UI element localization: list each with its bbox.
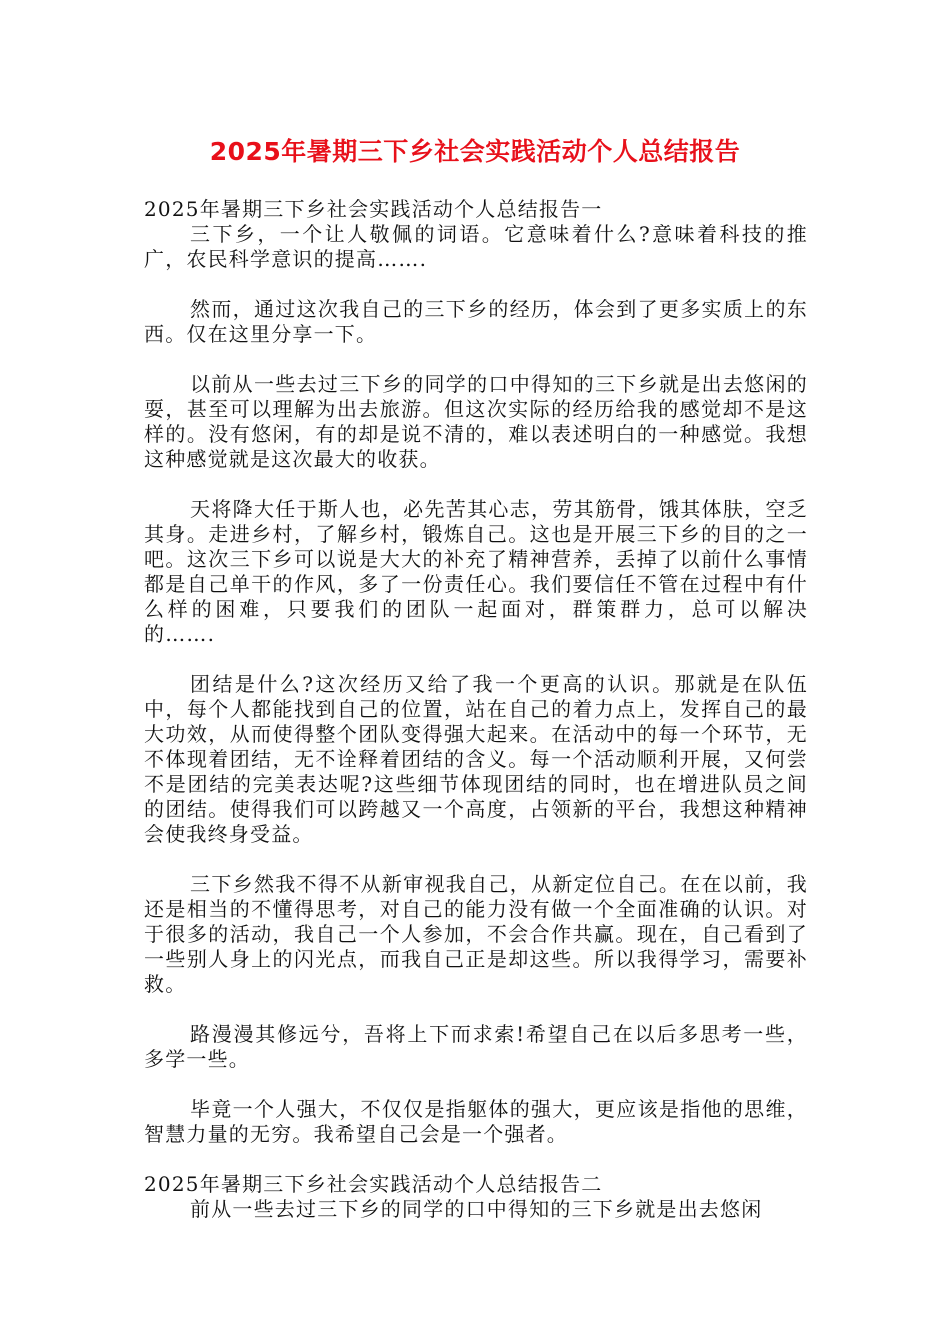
paragraph-1: 三下乡，一个让人敬佩的词语。它意味着什么?意味着科技的推广，农民科学意识的提高……. [144,222,808,271]
section-two-heading: 2025年暑期三下乡社会实践活动个人总结报告二 [144,1172,603,1196]
paragraph-5: 团结是什么?这次经历又给了我一个更高的认识。那就是在队伍中，每个人都能找到自己的位置，站在自己的着力点上，发挥自己的最大功效，从而使得整个团队变得强大起来。在活动中的每一个环节，无不体现着团结，无不诠释着团结的含义。每一个活动顺利开展，又何尝不是团结的完美表达呢?这些细节体现团结的同时，也在增进队员之间的团结。使得我们可以跨越又一个高度，占领新的平台，我想这种精神会使我终身受益。 [144,672,808,846]
document-body [144,197,808,1222]
paragraph-8: 毕竟一个人强大，不仅仅是指躯体的强大，更应该是指他的思维，智慧力量的无穷。我希望自己会是一个强者。 [144,1097,808,1146]
paragraph-3: 以前从一些去过三下乡的同学的口中得知的三下乡就是出去悠闲的耍，甚至可以理解为出去旅游。但这次实际的经历给我的感觉却不是这样的。没有悠闲，有的却是说不清的，难以表述明白的一种感觉。我想这种感觉就是这次最大的收获。 [144,372,808,471]
document-title: 2025年暑期三下乡社会实践活动个人总结报告 [209,137,741,166]
paragraph-7: 路漫漫其修远兮，吾将上下而求索!希望自己在以后多思考一些，多学一些。 [144,1022,808,1071]
paragraph-2: 然而，通过这次我自己的三下乡的经历，体会到了更多实质上的东西。仅在这里分享一下。 [144,297,808,346]
paragraph-6: 三下乡然我不得不从新审视我自己，从新定位自己。在在以前，我还是相当的不懂得思考，对自己的能力没有做一个全面准确的认识。对于很多的活动，我自己一个人参加，不会合作共赢。现在，自己看到了一些别人身上的闪光点，而我自己正是却这些。所以我得学习，需要补救。 [144,872,808,996]
section-one-heading: 2025年暑期三下乡社会实践活动个人总结报告一 [144,197,603,221]
section-two-first-line: 前从一些去过三下乡的同学的口中得知的三下乡就是出去悠闲 [190,1197,763,1221]
paragraph-4: 天将降大任于斯人也，必先苦其心志，劳其筋骨，饿其体肤，空乏其身。走进乡村，了解乡村，锻炼自己。这也是开展三下乡的目的之一吧。这次三下乡可以说是大大的补充了精神营养，丢掉了以前什么事情都是自己单干的作风，多了一份责任心。我们要信任不管在过程中有什么样的困难，只要我们的团队一起面对，群策群力，总可以解决的……. [144,497,808,646]
